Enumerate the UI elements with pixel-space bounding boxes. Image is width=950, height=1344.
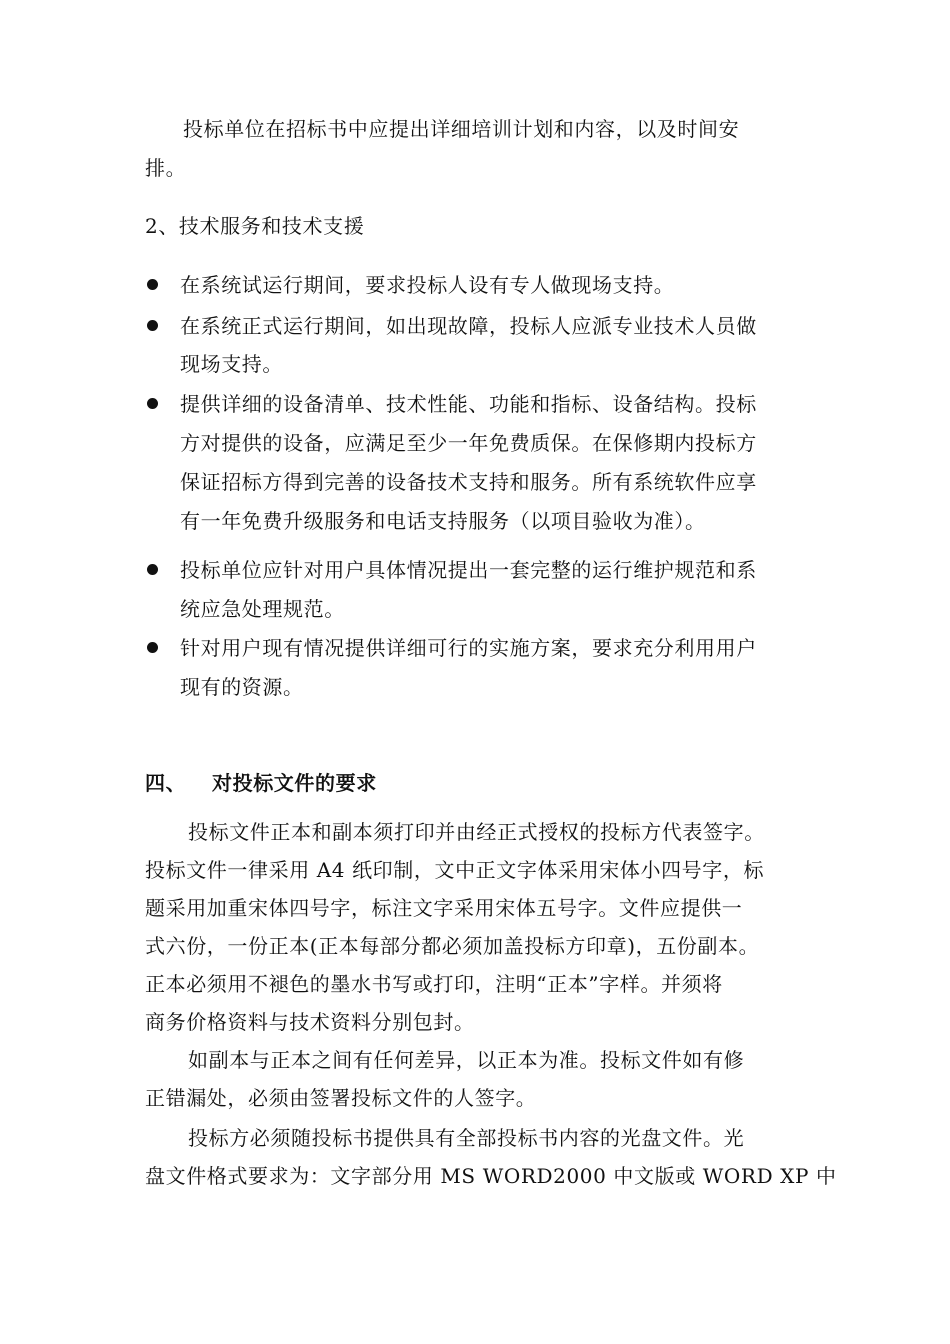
bullet-3-line-2: 方对提供的设备，应满足至少一年免费质保。在保修期内投标方 — [180, 431, 757, 455]
bullet-dot — [147, 642, 158, 653]
bullet-3-line-3: 保证招标方得到完善的设备技术支持和服务。所有系统软件应享 — [180, 470, 757, 494]
bullet-dot — [147, 564, 158, 575]
bullet-dot — [147, 320, 158, 331]
para1-line-1: 投标文件正本和副本须打印并由经正式授权的投标方代表签字。 — [188, 820, 765, 844]
bullet-5-line-2: 现有的资源。 — [180, 675, 304, 699]
para1-line-6: 商务价格资料与技术资料分别包封。 — [145, 1010, 475, 1034]
section-title: 对投标文件的要求 — [212, 771, 377, 795]
para1-line-3: 题采用加重宋体四号字，标注文字采用宋体五号字。文件应提供一 — [145, 896, 743, 920]
bullet-3-line-1: 提供详细的设备清单、技术性能、功能和指标、设备结构。投标 — [180, 392, 757, 416]
bullet-1-line-1: 在系统试运行期间，要求投标人设有专人做现场支持。 — [180, 273, 675, 297]
para1-line-5: 正本必须用不褪色的墨水书写或打印，注明“正本”字样。并须将 — [145, 972, 723, 996]
para3-line-2: 盘文件格式要求为：文字部分用 MS WORD2000 中文版或 WORD XP 中 — [145, 1164, 837, 1188]
bullet-4-line-2: 统应急处理规范。 — [180, 597, 345, 621]
training-para-line-2: 排。 — [145, 156, 187, 180]
para2-line-2: 正错漏处，必须由签署投标文件的人签字。 — [145, 1086, 537, 1110]
bullet-5-line-1: 针对用户现有情况提供详细可行的实施方案，要求充分利用用户 — [180, 636, 757, 660]
bullet-dot — [147, 398, 158, 409]
bullet-4-line-1: 投标单位应针对用户具体情况提出一套完整的运行维护规范和系 — [180, 558, 757, 582]
para3-line-1: 投标方必须随投标书提供具有全部投标书内容的光盘文件。光 — [188, 1126, 745, 1150]
bullet-2-line-2: 现场支持。 — [180, 352, 283, 376]
para2-line-1: 如副本与正本之间有任何差异，以正本为准。投标文件如有修 — [188, 1048, 745, 1072]
bullet-2-line-1: 在系统正式运行期间，如出现故障，投标人应派专业技术人员做 — [180, 314, 757, 338]
para1-line-2: 投标文件一律采用 A4 纸印制，文中正文字体采用宋体小四号字，标 — [145, 858, 765, 882]
bullet-dot — [147, 279, 158, 290]
subheading-tech-service: 2、技术服务和技术支援 — [145, 214, 365, 238]
para1-line-4: 式六份，一份正本(正本每部分都必须加盖投标方印章)，五份副本。 — [145, 934, 760, 958]
bullet-3-line-4: 有一年免费升级服务和电话支持服务（以项目验收为准）。 — [180, 509, 706, 533]
section-number: 四、 — [145, 771, 187, 795]
training-para-line-1: 投标单位在招标书中应提出详细培训计划和内容，以及时间安 — [183, 117, 740, 141]
